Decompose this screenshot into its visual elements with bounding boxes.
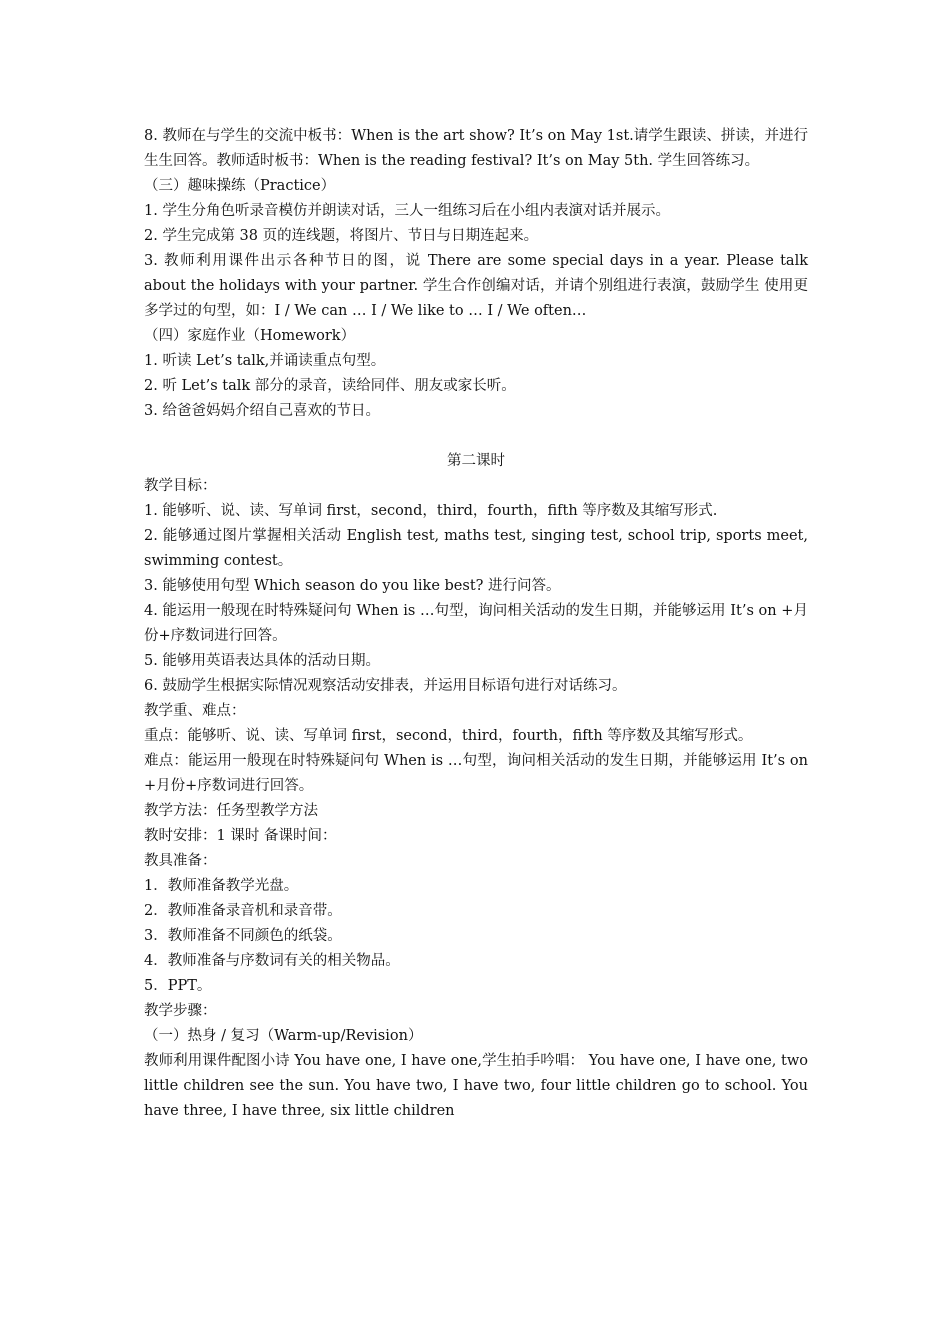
document-page: [144, 124, 808, 1124]
key-point: 重点：能够听、说、读、写单词 first，second，third，fourth，fifth 等序数及其缩写形式。: [144, 728, 753, 744]
materials-heading: 教具准备：: [144, 853, 217, 869]
warmup-heading: （一）热身 / 复习（Warm-up/Revision）: [144, 1028, 423, 1044]
objective-1: 1. 能够听、说、读、写单词 first，second，third，fourth，fifth 等序数及其缩写形式.: [144, 503, 718, 519]
material-1: 1．教师准备教学光盘。: [144, 878, 299, 894]
section-practice-heading: （三）趣味操练（Practice）: [144, 178, 336, 194]
material-5: 5．PPT。: [144, 978, 212, 994]
warmup-text: 教师利用课件配图小诗 You have one, I have one,学生拍手吟唱： You have one, I have one, two little children see the sun. You have two, I have two, four little children go to school. You have three, I have three, six little children: [144, 1053, 808, 1119]
objective-2: 2. 能够通过图片掌握相关活动 English test, maths test, singing test, school trip, sports meet, swimming contest。: [144, 528, 808, 569]
objective-6: 6. 鼓励学生根据实际情况观察活动安排表，并运用目标语句进行对话练习。: [144, 678, 627, 694]
objective-5: 5. 能够用英语表达具体的活动日期。: [144, 653, 380, 669]
homework-item-2: 2. 听 Let’s talk 部分的录音，读给同伴、朋友或家长听。: [144, 378, 516, 394]
material-2: 2．教师准备录音机和录音带。: [144, 903, 342, 919]
homework-item-3: 3. 给爸爸妈妈介绍自己喜欢的节日。: [144, 403, 380, 419]
objectives-heading: 教学目标：: [144, 478, 217, 494]
objective-3: 3. 能够使用句型 Which season do you like best? 进行问答。: [144, 578, 561, 594]
homework-item-1: 1. 听读 Let’s talk,并诵读重点句型。: [144, 353, 386, 369]
material-3: 3．教师准备不同颜色的纸袋。: [144, 928, 342, 944]
practice-item-2: 2. 学生完成第 38 页的连线题，将图片、节日与日期连起来。: [144, 228, 539, 244]
material-4: 4．教师准备与序数词有关的相关物品。: [144, 953, 400, 969]
step-8-text: 8. 教师在与学生的交流中板书：When is the art show? It’s on May 1st.请学生跟读、拼读，并进行生生回答。教师适时板书：When is the reading festival? It’s on May 5th. 学生回答练习。: [144, 128, 808, 169]
steps-heading: 教学步骤：: [144, 1003, 217, 1019]
section-homework-heading: （四）家庭作业（Homework）: [144, 328, 356, 344]
objective-4: 4. 能运用一般现在时特殊疑问句 When is …句型，询问相关活动的发生日期，并能够运用 It’s on +月份+序数词进行回答。: [144, 603, 808, 644]
difficult-point: 难点：能运用一般现在时特殊疑问句 When is …句型，询问相关活动的发生日期，并能够运用 It’s on +月份+序数词进行回答。: [144, 753, 808, 794]
practice-item-3: 3. 教师利用课件出示各种节日的图，说 There are some special days in a year. Please talk about the holidays with your partner. 学生合作创编对话，并请个别组进行表演，鼓励学生 使用更多学过的句型，如：I / We can … I / We like to … I / We often…: [144, 253, 808, 319]
teaching-method: 教学方法：任务型教学方法: [144, 803, 318, 819]
key-points-heading: 教学重、难点：: [144, 703, 246, 719]
class-schedule: 教时安排：1 课时 备课时间：: [144, 828, 337, 844]
practice-item-1: 1. 学生分角色听录音模仿并朗读对话，三人一组练习后在小组内表演对话并展示。: [144, 203, 670, 219]
lesson-title: 第二课时: [447, 453, 505, 469]
